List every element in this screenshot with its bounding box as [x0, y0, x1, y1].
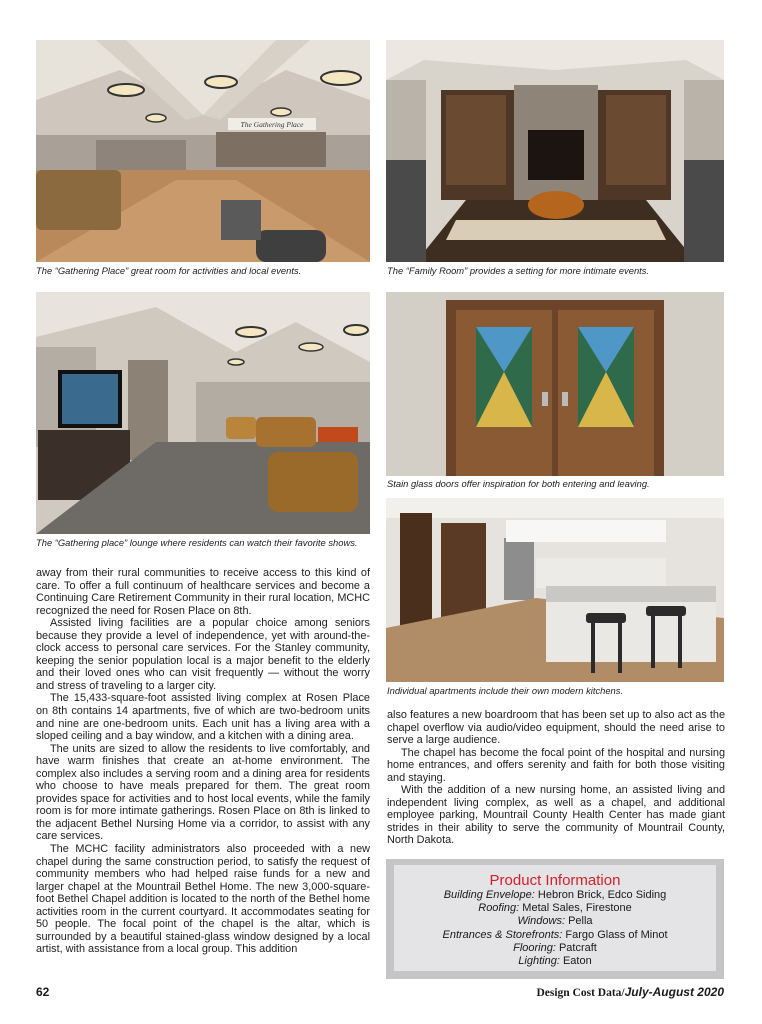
product-value: Pella — [565, 915, 593, 928]
article-paragraph: The MCHC facility administrators also proceeded with a new chapel during the same construction period, to satisfy the request of community members who had helped raise funds for a new and larger chapel at the Mountrail Bethel Home. The new 3,000-square-foot Bethel Chapel addition is located to the north of the Bethel home activities room in the current courtyard. It accommodates seating for 50 people. The focal point of the chapel is the altar, which is surrounded by a beautiful stained-glass window designed by a local artist, with assistance from a local group. This addition — [36, 843, 370, 956]
article-paragraph: With the addition of a new nursing home, an assisted living and independent living complex, as well as a chapel, and additional employee parking, Mountrail County Health Center has made giant strides in their ability to serve the community of Mountrail County, North Dakota. — [387, 784, 725, 847]
product-line-windows — [394, 915, 716, 928]
stained-glass-doors-photo — [386, 292, 724, 476]
product-label: Windows: — [517, 915, 566, 928]
product-information-panel — [394, 865, 716, 971]
article-paragraph: away from their rural communities to receive access to this kind of care. To offer a full continuum of healthcare services and become a Continuing Care Retirement Community in their rural location, MCHC recognized the need for Rosen Place on 8th. — [36, 567, 370, 617]
product-line-entrances — [394, 929, 716, 942]
product-information-box — [386, 859, 724, 979]
product-label: Lighting: — [518, 955, 560, 968]
product-value: Hebron Brick, Edco Siding — [534, 889, 667, 901]
product-value: Metal Sales, Firestone — [519, 902, 632, 915]
right-article-column — [387, 709, 725, 847]
product-label: Entrances & Storefronts: — [442, 928, 563, 941]
left-article-column — [36, 567, 370, 956]
gathering-place-caption: The “Gathering Place” great room for activities and local events. — [36, 265, 302, 276]
product-information-title: Product Information — [489, 872, 621, 889]
issue-date: July-August 2020 — [624, 985, 724, 999]
product-value: Fargo Glass of Minot — [562, 928, 668, 941]
family-room-caption: The “Family Room” provides a setting for more intimate events. — [387, 265, 650, 276]
article-paragraph: The 15,433-square-foot assisted living complex at Rosen Place on 8th contains 14 apartments, five of which are two-bedroom units and nine are one-bedroom units. Each unit has a living area with a sloped ceiling and a bay window, and a kitchen with a dining area. — [36, 692, 370, 743]
magazine-name: Design Cost Data/ — [536, 987, 625, 999]
product-line-building-envelope — [394, 889, 716, 902]
page-number: 62 — [36, 985, 50, 999]
gathering-place-sign: The Gathering Place — [240, 120, 304, 129]
kitchen-caption: Individual apartments include their own modern kitchens. — [387, 685, 624, 696]
product-value: Eaton — [559, 955, 592, 968]
article-paragraph: The units are sized to allow the residents to live comfortably, and have warm finishes that create an at-home environment. The complex also includes a serving room and a dining area for residents who choose to have meals prepared for them. The great room provides space for activities and to host local events, while the family room is for more intimate gatherings. Rosen Place on 8th is linked to the adjacent Bethel Nursing Home via a corridor, to assist with any care services. — [36, 742, 370, 843]
magazine-footer — [536, 985, 724, 999]
product-label: Roofing: — [478, 902, 520, 915]
product-value: Patcraft — [555, 941, 597, 954]
lounge-caption: The “Gathering place” lounge where residents can watch their favorite shows. — [36, 537, 358, 548]
doors-caption: Stain glass doors offer inspiration for both entering and leaving. — [387, 478, 650, 489]
gathering-place-photo — [36, 40, 370, 262]
lounge-photo — [36, 292, 370, 534]
product-line-lighting — [394, 955, 716, 968]
apartment-kitchen-photo — [386, 498, 724, 682]
article-paragraph: The chapel has become the focal point of the hospital and nursing home entrances, and offers serenity and faith for both those visiting and staying. — [387, 746, 725, 784]
family-room-photo — [386, 40, 724, 262]
product-line-flooring — [394, 942, 716, 955]
product-label: Building Envelope: — [443, 889, 535, 901]
article-paragraph: also features a new boardroom that has been set up to also act as the chapel overflow via audio/video equipment, should the need arise to serve a large audience. — [387, 709, 725, 747]
product-line-roofing — [394, 902, 716, 915]
article-paragraph: Assisted living facilities are a popular choice among seniors because they provide a level of independence, yet with around-the-clock access to personal care services. For the Stanley community, keeping the senior population local is a major benefit to the elderly and their loved ones who can visit frequently — without the worry and stress of traveling to a larger city. — [36, 617, 370, 692]
product-label: Flooring: — [513, 941, 556, 954]
